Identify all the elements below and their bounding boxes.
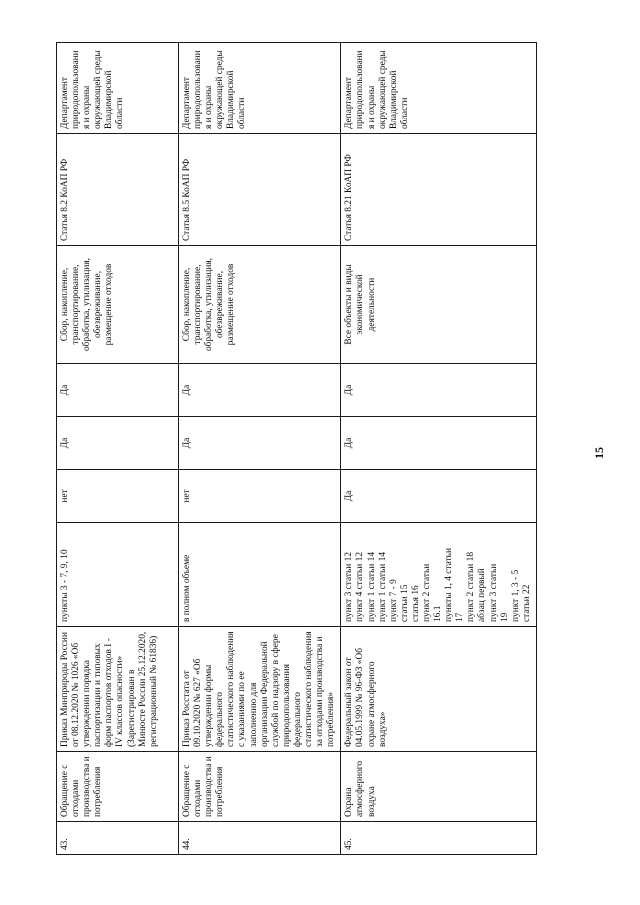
scope-cell <box>341 523 537 627</box>
table-row <box>179 43 341 855</box>
koap-cell: Статья 8.21 КоАП РФ <box>341 134 537 246</box>
objects-cell: Сбор, накопление, транспортирование, обработка, утилизация, обезвреживание, размещение отходов <box>57 246 179 364</box>
scope-line: пункт 2 статьи 18 <box>466 551 477 622</box>
scope-line: 16.1 <box>433 605 444 622</box>
activity-cell: Охрана атмосферного воздуха <box>341 752 537 822</box>
row-number: 43. <box>57 822 179 855</box>
scope-line: пункт 3 статьи <box>488 563 499 622</box>
scope-line: пункт 4 статьи 12 <box>355 551 366 622</box>
flag-cell-3: Да <box>57 364 179 417</box>
scope-line: пункт 1 статьи 14 <box>366 551 377 622</box>
scope-line: пункт 2 статьи <box>421 563 432 622</box>
table-row <box>57 43 179 855</box>
authority-cell: Департамент природопользования и охраны окружающей среды Владимирской области <box>341 43 537 134</box>
koap-cell: Статья 8.2 КоАП РФ <box>57 134 179 246</box>
legal-act-cell: Федеральный закон от 04.05.1999 № 96-ФЗ «Об охране атмосферного воздуха» <box>341 627 537 752</box>
flag-cell-1: нет <box>57 470 179 523</box>
koap-cell: Статья 8.5 КоАП РФ <box>179 134 341 246</box>
flag-cell-2: Да <box>179 417 341 470</box>
scope-line: 17 <box>455 612 466 622</box>
scope-cell: пункты 3 - 7, 9, 10 <box>57 523 179 627</box>
flag-cell-2: Да <box>341 417 537 470</box>
scope-line: статья 16 <box>410 585 421 622</box>
scope-line: 19 <box>499 612 510 622</box>
table-row <box>341 43 537 855</box>
flag-cell-1: Да <box>341 470 537 523</box>
scope-line: пункт 1, 3 - 5 <box>510 569 521 622</box>
authority-cell: Департамент природопользования и охраны окружающей среды Владимирской области <box>57 43 179 134</box>
activity-cell: Обращение с отходами производства и потребления <box>179 752 341 822</box>
flag-cell-3: Да <box>341 364 537 417</box>
scope-line: пункты 1, 4 статьи <box>444 548 455 622</box>
flag-cell-2: Да <box>57 417 179 470</box>
flag-cell-3: Да <box>179 364 341 417</box>
regulation-table <box>56 42 537 855</box>
scope-line: пункт 7 - 9 <box>388 579 399 622</box>
scope-line: пункт 1 статьи 14 <box>377 551 388 622</box>
scope-line: статьи 22 <box>521 584 532 622</box>
activity-cell: Обращение с отходами производства и потребления <box>57 752 179 822</box>
legal-act-cell: Приказ Минприроды России от 08.12.2020 № 1026 «Об утверждении порядка паспортизации и типовых форм паспортов отходов I - IV классов опасности» (Зарегистрирован в Минюсте России 25.12.2020, регистрационный № 61836) <box>57 627 179 752</box>
objects-cell: Сбор, накопление, транспортирование, обработка, утилизация, обезвреживание, размещение отходов <box>179 246 341 364</box>
flag-cell-1: нет <box>179 470 341 523</box>
scope-line: статьи 15 <box>399 584 410 622</box>
row-number: 45. <box>341 822 537 855</box>
scope-cell: в полном объеме <box>179 523 341 627</box>
legal-act-cell: Приказ Росстата от 09.10.2020 № 627 «Об утверждении формы федерального статистического наблюдения с указаниями по ее заполнению для организации Федеральной службой по надзору в сфере природопользования федерального статистического наблюдения за отходами производства и потребления» <box>179 627 341 752</box>
scope-line: пункт 3 статьи 12 <box>344 551 355 622</box>
scope-line: абзац первый <box>477 568 488 622</box>
page-number: 15 <box>592 447 606 459</box>
row-number: 44. <box>179 822 341 855</box>
authority-cell: Департамент природопользования и охраны окружающей среды Владимирской области <box>179 43 341 134</box>
objects-cell: Все объекты и виды экономической деятельности <box>341 246 537 364</box>
